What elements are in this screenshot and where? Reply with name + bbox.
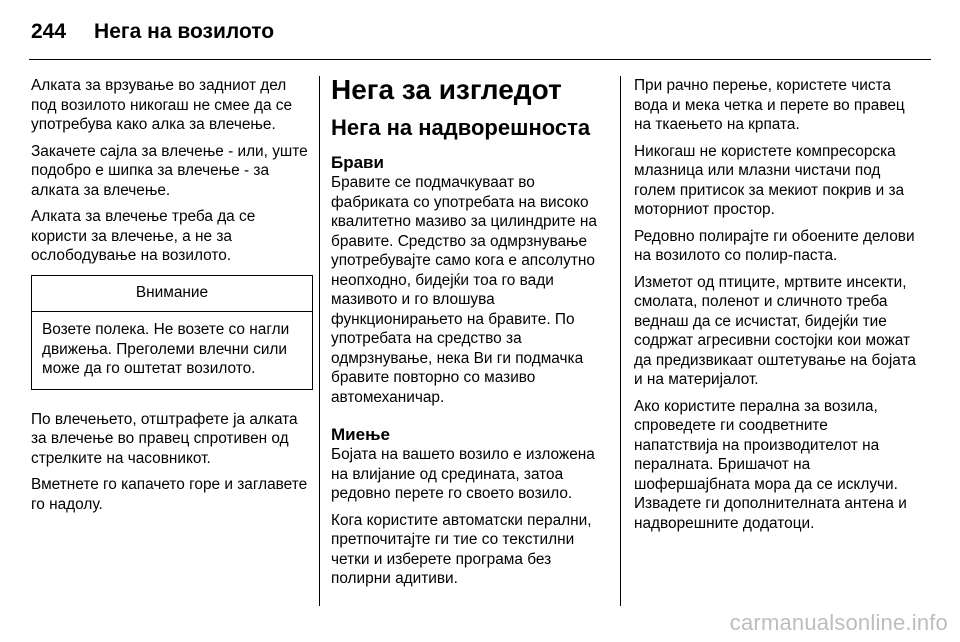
warning-text: Возете полека. Не возете со нагли движења. Преголеми влечни сили може да го оштетат возилото. [42, 321, 290, 377]
column-middle [331, 76, 613, 596]
paragraph: Алката за влечење треба да се користи за влечење, а не за ослободување на возилото. [31, 208, 256, 264]
wash-heading: Миење [331, 425, 390, 444]
paragraph: По влечењето, отштрафете ја алката за влечење во правец спротивен од стрелките на часовникот. [31, 410, 298, 467]
page-number: 244 [31, 20, 67, 43]
warning-box [31, 275, 313, 390]
paragraph: Изметот од птиците, мртвите инсекти, смолата, поленот и сличното треба веднаш да се исчистат, бидејќи тие содржат агресивни состојки кои можат да предизвикаат оштетување на бојата и на материјалот. [634, 273, 916, 388]
column-right [634, 76, 916, 540]
paragraph: Ако користите перална за возила, спроведете ги соодветните напатствија на производителот на пералната. Бришачот на шофершајбната мора да се исклучи. Извадете ги дополнителната антена и надворешните додатоци. [634, 397, 907, 532]
page-header [31, 12, 274, 52]
paragraph: Алката за врзување во задниот дел под возилото никогаш не смее да се употребува како алка за влечење. [31, 77, 293, 133]
paragraph: Никогаш не користете компресорска млазница или млазни чистачи под голем притисок за мекиот покрив и за моторниот простор. [634, 142, 905, 218]
paragraph: При рачно перење, користете чиста вода и мека четка и перете во правец на ткаењето на крпата. [634, 77, 905, 133]
paragraph: Вметнете го капачето горе и заглавете го надолу. [31, 476, 308, 513]
paragraph: Редовно полирајте ги обоените делови на возилото со полир-паста. [634, 227, 915, 264]
column-divider [620, 76, 621, 606]
header-divider [29, 59, 931, 60]
column-divider [319, 76, 320, 606]
page-title: Нега на возилото [94, 20, 275, 43]
subsection-heading: Нега на надворешноста [331, 115, 591, 140]
section-heading: Нега за изгледот [331, 74, 562, 105]
warning-title: Внимание [32, 276, 312, 313]
column-left [31, 76, 313, 521]
locks-heading: Брави [331, 153, 384, 172]
watermark: carmanualsonline.info [729, 610, 948, 635]
paragraph: Закачете сајла за влечење - или, уште подобро е шипка за влечење - за алката за влечење. [31, 142, 308, 199]
paragraph: Бојата на вашето возило е изложена на влијание од средината, затоа редовно перете го своето возило. [331, 446, 595, 502]
paragraph: Бравите се подмачкуваат во фабриката со употребата на високо квалитетно мазиво за цилиндрите на бравите. Средство за одмрзнување употребувајте само кога е апсолутно неопходно, бидејќи тоа го вади мазивото и го влошува функционирањето на бравите. По употребата на средство за одмрзнување, нека Ви ги подмачка бравите повторно со мазиво автомеханичар. [331, 174, 597, 406]
paragraph: Кога користите автоматски перални, претпочитајте ги тие со текстилни четки и изберете програма без полирни адитиви. [331, 511, 592, 587]
